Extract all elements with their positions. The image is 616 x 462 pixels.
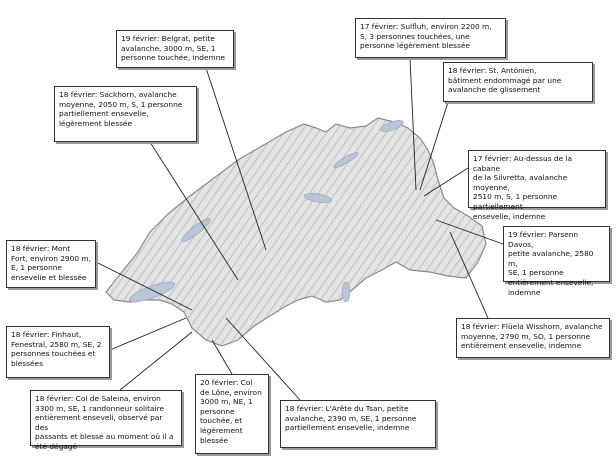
callout-line: légèrement bbox=[200, 425, 243, 435]
callout-line: Fort, environ 2900 m, bbox=[11, 253, 91, 263]
callout-line: 18 février: Flüela Wisshorn, avalanche bbox=[461, 322, 603, 331]
callout-st-antonien bbox=[443, 62, 593, 102]
callout-line: avalanche de glissement bbox=[448, 85, 541, 95]
callout-line: bâtiment endommagé par une bbox=[448, 75, 562, 85]
leader-line-saleina bbox=[120, 332, 192, 390]
callout-line: personne touchée, indemne bbox=[121, 53, 225, 63]
callout-sackhorn bbox=[54, 86, 197, 142]
callout-line: 3300 m, SE, 1 randonneur solitaire bbox=[35, 403, 165, 413]
callout-line: partiellement ensevelie, indemne bbox=[285, 423, 410, 433]
callout-line: blessée bbox=[200, 435, 229, 445]
callout-finhaut bbox=[6, 326, 110, 378]
callout-line: 18 février: Col de Saleina, environ bbox=[35, 394, 161, 403]
callout-line: E, 1 personne bbox=[11, 263, 62, 273]
callout-line: indemne bbox=[508, 287, 541, 297]
callout-line: touchée, et bbox=[200, 416, 243, 426]
callout-line: avalanche, 2390 m, SE, 1 personne bbox=[285, 413, 417, 423]
callout-line: entièrement ensevelie, indemne bbox=[461, 341, 582, 351]
callout-line: passants et blessé au moment où il a bbox=[35, 432, 174, 442]
callout-line: 19 février: Belgrat, petite bbox=[121, 34, 215, 43]
callout-belgrat bbox=[116, 30, 234, 68]
leader-line-finhaut bbox=[110, 318, 186, 350]
callout-line: 17 février: Au-dessus de la cabane bbox=[473, 154, 575, 173]
callout-silvretta bbox=[468, 150, 606, 221]
callout-line: 19 février: Parsenn Davos, bbox=[508, 230, 581, 249]
callout-line: entièrement ensevelie, bbox=[508, 277, 594, 287]
callout-line: 18 février: St. Antönien, bbox=[448, 66, 537, 75]
callout-line: 3000 m, NE, 1 bbox=[200, 397, 253, 407]
callout-line: entièrement enseveli, observé par des bbox=[35, 413, 165, 432]
callout-fluela-wisshorn bbox=[456, 318, 610, 358]
callout-line: 18 février: L'Arête du Tsan, petite bbox=[285, 404, 409, 413]
callout-line: avalanche, 3000 m, SE, 1 bbox=[121, 43, 216, 53]
callout-line: S, 3 personnes touchées, une bbox=[360, 31, 470, 41]
callout-line: 18 février: Sackhorn, avalanche bbox=[59, 90, 177, 99]
callout-line: 17 février: Sulfluh, environ 2200 m, bbox=[360, 22, 492, 31]
callout-line: ensevelie, indemne bbox=[473, 211, 546, 221]
callout-line: moyenne, 2050 m, S, 1 personne bbox=[59, 99, 183, 109]
callout-line: de la Silvretta, avalanche moyenne, bbox=[473, 173, 570, 192]
callout-line: petite avalanche, 2580 m, bbox=[508, 249, 596, 268]
callout-line: Fenestral, 2580 m, SE, 2 bbox=[11, 339, 102, 349]
callout-mont-fort bbox=[6, 240, 96, 288]
callout-line: été dégagé bbox=[35, 441, 78, 451]
callout-line: ensevelie et blessée bbox=[11, 272, 87, 282]
callout-line: personne bbox=[200, 406, 235, 416]
callout-line: 18 février: Mont bbox=[11, 244, 71, 253]
callout-parsenn-davos bbox=[503, 226, 610, 297]
callout-line: personnes touchées et bbox=[11, 349, 96, 359]
callout-line: 2510 m, S, 1 personne partiellement bbox=[473, 192, 560, 211]
callout-line: partiellement ensevelie, bbox=[59, 109, 149, 119]
callout-line: moyenne, 2790 m, SO, 1 personne bbox=[461, 331, 591, 341]
callout-arete-du-tsan bbox=[280, 400, 436, 448]
callout-line: 20 février: Col bbox=[200, 378, 253, 387]
callout-sulfluh bbox=[355, 18, 506, 58]
callout-col-de-saleina bbox=[30, 390, 182, 451]
callout-line: blessées bbox=[11, 358, 43, 368]
callout-line: 18 février: Finhaut, bbox=[11, 330, 82, 339]
callout-line: personne légèrement blessée bbox=[360, 41, 470, 51]
callout-line: SE, 1 personne bbox=[508, 268, 564, 278]
callout-line: de Lône, environ bbox=[200, 387, 262, 397]
callout-col-de-lone bbox=[195, 374, 269, 454]
switzerland-outline bbox=[106, 118, 486, 346]
lake-maggiore bbox=[342, 282, 350, 302]
callout-line: légèrement blessée bbox=[59, 118, 133, 128]
